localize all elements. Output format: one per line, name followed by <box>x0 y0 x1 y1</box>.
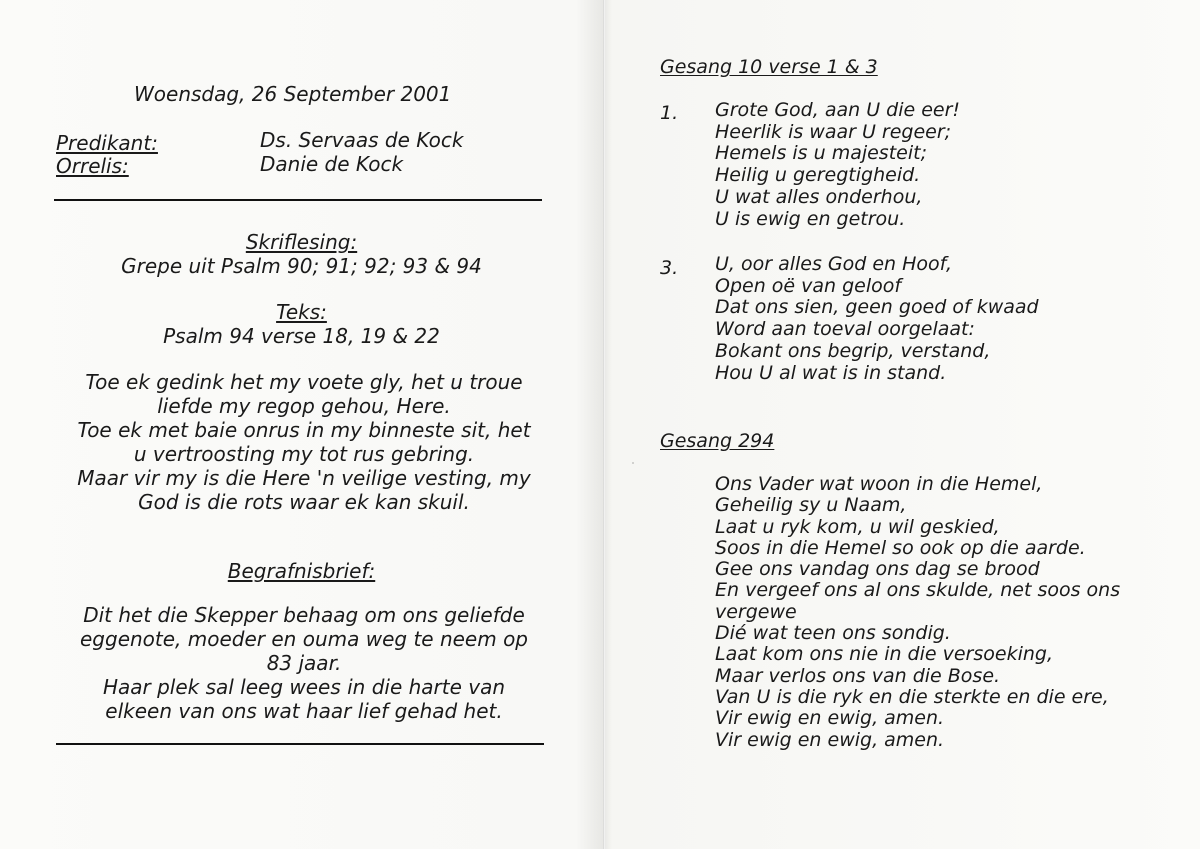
psalm-line: Maar vir my is die Here 'n veilige vesting, my <box>77 466 531 490</box>
top-divider <box>54 199 542 201</box>
hymn-line: Heerlik is waar U regeer; <box>715 120 952 143</box>
funeral-letter-text <box>54 603 554 723</box>
hymn-verse-1 <box>715 100 960 230</box>
prayer-line: Vir ewig en ewig, amen. <box>715 728 945 751</box>
psalm-text <box>54 370 554 514</box>
hymn-line: Bokant ons begrip, verstand, <box>715 339 991 362</box>
prayer-line: Maar verlos ons van die Bose. <box>715 664 1001 687</box>
text-reference: Psalm 94 verse 18, 19 & 22 <box>163 324 440 348</box>
paper-speck <box>632 462 634 464</box>
predikant-label: Predikant: <box>56 131 158 155</box>
funeral-letter-line: Haar plek sal leeg wees in die harte van <box>102 675 506 699</box>
prayer-line: En vergeef ons al ons skulde, net soos ons <box>715 579 1121 602</box>
hymn-line: Grote God, aan U die eer! <box>715 99 961 121</box>
text-section <box>0 300 603 348</box>
funeral-letter-line: eggenote, moeder en ouma weg te neem op <box>80 627 528 651</box>
organist-name: Danie de Kock <box>260 152 404 176</box>
prayer-line: Vir ewig en ewig, amen. <box>715 707 945 730</box>
hymn-line: Hemels is u majesteit; <box>715 142 927 165</box>
hymn-line: Dat ons sien, geen goed of kwaad <box>715 296 1039 319</box>
psalm-line: God is die rots waar ek kan skuil. <box>138 490 470 514</box>
hymn-10-title: Gesang 10 verse 1 & 3 <box>660 56 878 78</box>
predikant-name: Ds. Servaas de Kock <box>260 128 464 152</box>
prayer-line: Ons Vader wat woon in die Hemel, <box>715 473 1043 495</box>
hymn-294-text <box>715 474 1120 751</box>
scripture-text: Grepe uit Psalm 90; 91; 92; 93 & 94 <box>121 254 482 278</box>
prayer-line: Van U is die ryk en die sterkte en die ere, <box>715 685 1109 708</box>
prayer-line: Dié wat teen ons sondig. <box>715 622 951 645</box>
funeral-letter-line: Dit het die Skepper behaag om ons geliefde <box>83 603 525 627</box>
funeral-letter-heading: Begrafnisbrief: <box>227 559 376 583</box>
bottom-divider <box>56 743 544 745</box>
prayer-line: Laat u ryk kom, u wil geskied, <box>715 515 1000 538</box>
hymn-line: U is ewig en getrou. <box>715 207 906 230</box>
right-page <box>605 0 1200 849</box>
psalm-line: Toe ek gedink het my voete gly, het u troue <box>85 370 523 394</box>
prayer-line: vergewe <box>715 600 797 623</box>
hymn-line: U wat alles onderhou, <box>715 185 923 208</box>
organist-label: Orrelis: <box>56 154 129 178</box>
prayer-line: Soos in die Hemel so ook op die aarde. <box>715 536 1086 559</box>
hymn-294-title: Gesang 294 <box>660 430 775 452</box>
scripture-section <box>0 230 603 278</box>
hymn-line: Heilig u geregtigheid. <box>715 164 921 187</box>
scripture-heading: Skriflesing: <box>245 230 358 254</box>
funeral-letter-heading-block <box>0 559 603 583</box>
hymn-verse-3 <box>715 254 1039 384</box>
prayer-line: Laat kom ons nie in die versoeking, <box>715 643 1054 666</box>
funeral-letter-line: elkeen van ons wat haar lief gehad het. <box>105 699 503 723</box>
hymn-line: Word aan toeval oorgelaat: <box>715 318 975 341</box>
hymn-line: Open oë van geloof <box>715 274 902 297</box>
prayer-line: Geheilig sy u Naam, <box>715 494 907 517</box>
psalm-line: u vertroosting my tot rus gebring. <box>133 442 475 466</box>
service-date: Woensdag, 26 September 2001 <box>134 82 452 106</box>
psalm-line: liefde my regop gehou, Here. <box>157 394 451 418</box>
funeral-letter-line: 83 jaar. <box>266 651 342 675</box>
verse-number: 3. <box>660 257 679 279</box>
psalm-line: Toe ek met baie onrus in my binneste sit, het <box>77 418 531 442</box>
hymn-line: U, oor alles God en Hoof, <box>715 253 953 275</box>
hymn-line: Hou U al wat is in stand. <box>715 361 947 384</box>
verse-number: 1. <box>660 102 679 124</box>
text-heading: Teks: <box>276 300 327 324</box>
prayer-line: Gee ons vandag ons dag se brood <box>715 558 1040 581</box>
